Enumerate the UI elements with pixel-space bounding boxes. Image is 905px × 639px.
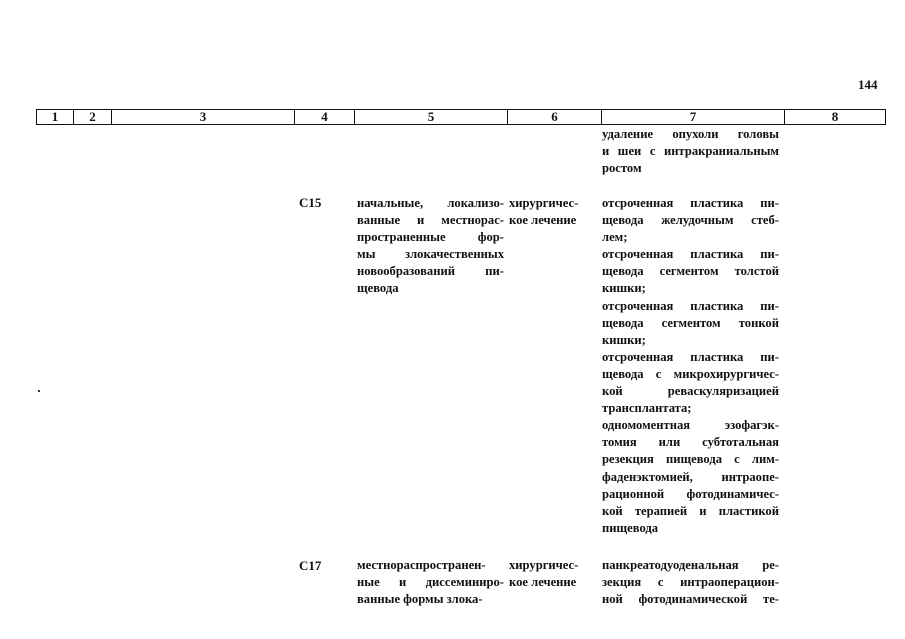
text-line: местнораспространен- xyxy=(357,558,486,572)
row-1-treatment xyxy=(509,195,594,229)
column-header-6: 6 xyxy=(508,110,602,125)
text-line: лем; xyxy=(602,230,628,245)
text-line: хирургичес- xyxy=(509,196,579,210)
text-line: кой терапией и пластикой xyxy=(602,503,779,518)
row-1-condition xyxy=(357,195,504,298)
text-line: удаление опухоли головы xyxy=(602,127,779,141)
column-header-8: 8 xyxy=(785,110,886,125)
stray-mark xyxy=(38,390,40,392)
text-line: трансплантата; xyxy=(602,401,692,416)
text-line: ные и диссеминиро- xyxy=(357,575,504,590)
text-line: щевода xyxy=(357,281,399,296)
text-line: щевода с микрохирургичес- xyxy=(602,366,779,381)
text-line: новообразований пи- xyxy=(357,264,504,279)
text-line: кишки; xyxy=(602,332,646,347)
page-number: 144 xyxy=(858,77,878,92)
text-line: ванные и местнорас- xyxy=(357,213,504,228)
text-line: мы злокачественных xyxy=(357,247,504,262)
text-line: кое лечение xyxy=(509,575,577,590)
column-header-table xyxy=(36,109,886,125)
row-2-condition xyxy=(357,557,504,608)
column-header-2: 2 xyxy=(74,110,112,125)
row-0-methods xyxy=(602,126,779,177)
text-line: кишки; xyxy=(602,281,646,296)
text-line: панкреатодуоденальная ре- xyxy=(602,558,779,572)
text-line: отсроченная пластика пи- xyxy=(602,247,779,262)
text-line: отсроченная пластика пи- xyxy=(602,196,779,210)
text-line: и шеи с интракраниальным xyxy=(602,144,779,159)
row-2-code: C17 xyxy=(299,558,322,573)
row-1-code: C15 xyxy=(299,195,322,210)
text-line: фаденэктомией, интраопе- xyxy=(602,469,779,484)
row-2-treatment xyxy=(509,557,594,591)
text-line: пищевода xyxy=(602,520,659,535)
text-line: резекция пищевода с лим- xyxy=(602,452,779,467)
text-line: хирургичес- xyxy=(509,558,579,572)
text-line: ванные формы злока- xyxy=(357,592,483,607)
column-header-1: 1 xyxy=(37,110,74,125)
row-1-methods xyxy=(602,195,779,537)
text-line: зекция с интраоперацион- xyxy=(602,575,779,590)
text-line: одномоментная эзофагэк- xyxy=(602,418,779,433)
text-line: кое лечение xyxy=(509,213,577,228)
column-header-4: 4 xyxy=(295,110,355,125)
text-line: щевода сегментом толстой xyxy=(602,264,779,279)
text-line: ной фотодинамической те- xyxy=(602,592,779,607)
text-line: щевода сегментом тонкой xyxy=(602,315,779,330)
text-line: томия или субтотальная xyxy=(602,435,779,450)
column-header-3: 3 xyxy=(112,110,295,125)
text-line: ростом xyxy=(602,161,642,176)
text-line: рационной фотодинамичес- xyxy=(602,486,779,501)
column-header-7: 7 xyxy=(602,110,785,125)
text-line: отсроченная пластика пи- xyxy=(602,349,779,364)
text-line: щевода желудочным стеб- xyxy=(602,213,779,228)
column-header-5: 5 xyxy=(355,110,508,125)
text-line: отсроченная пластика пи- xyxy=(602,298,779,313)
row-2-methods xyxy=(602,557,779,608)
text-line: начальные, локализо- xyxy=(357,196,504,210)
text-line: пространенные фор- xyxy=(357,230,504,245)
column-header-row xyxy=(37,110,886,125)
text-line: кой реваскуляризацией xyxy=(602,384,779,399)
